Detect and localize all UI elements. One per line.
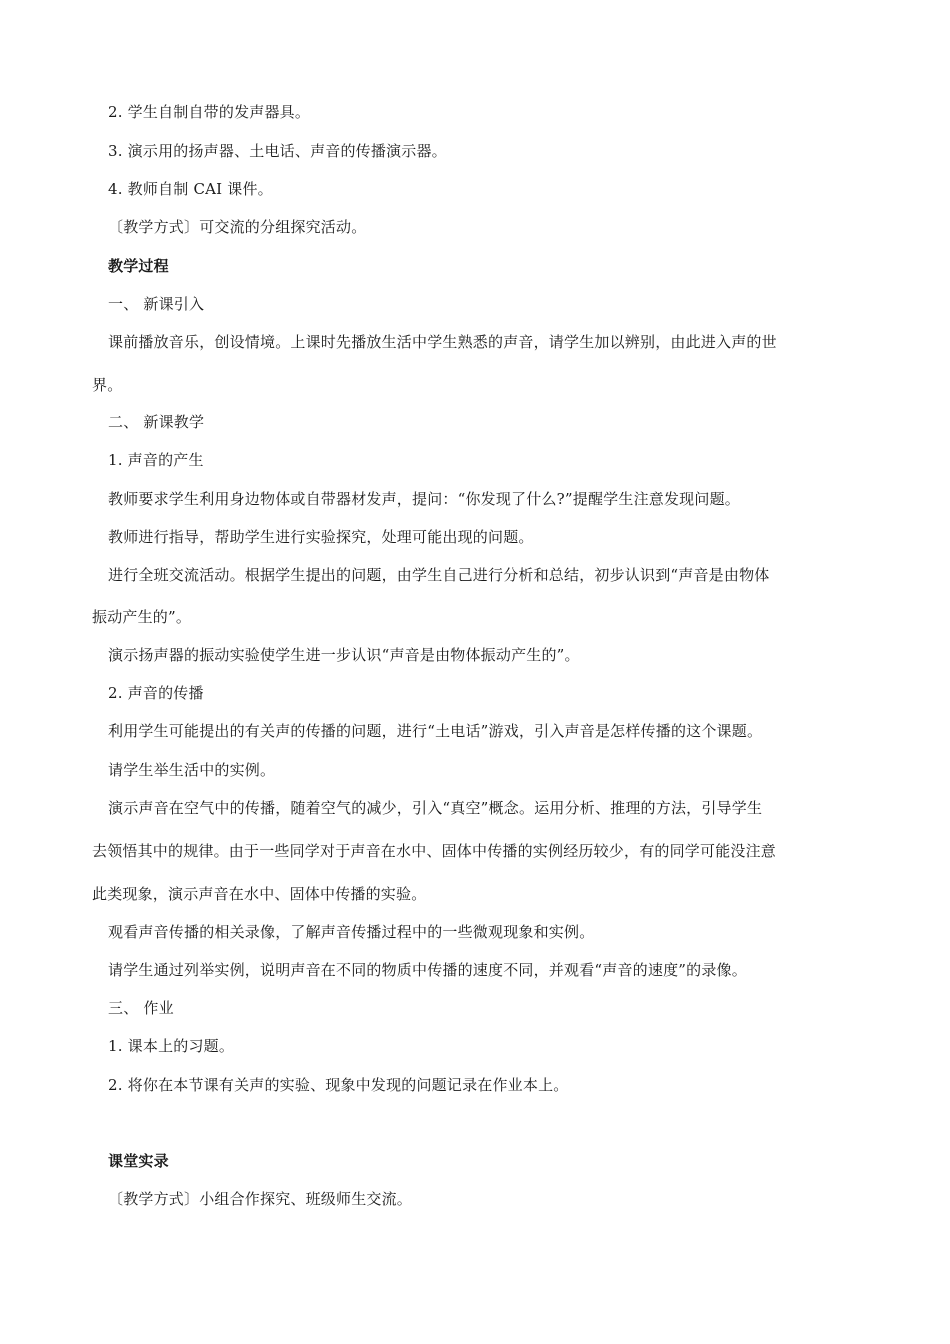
paragraph-line: 课前播放音乐，创设情境。上课时先播放生活中学生熟悉的声音，请学生加以辨别，由此进入声的世 <box>108 333 777 351</box>
subheading-introduction: 一、 新课引入 <box>108 295 205 313</box>
paragraph-line: 观看声音传播的相关录像，了解声音传播过程中的一些微观现象和实例。 <box>108 923 595 941</box>
homework-item-1: 1. 课本上的习题。 <box>108 1037 235 1055</box>
paragraph-line: 振动产生的”。 <box>92 608 192 626</box>
classroom-teaching-method: 〔教学方式〕小组合作探究、班级师生交流。 <box>108 1190 413 1208</box>
paragraph-line: 请学生举生活中的实例。 <box>108 761 276 779</box>
paragraph-line: 此类现象，演示声音在水中、固体中传播的实验。 <box>92 885 427 903</box>
paragraph-line: 演示扬声器的振动实验使学生进一步认识“声音是由物体振动产生的”。 <box>108 646 580 664</box>
material-item-4: 4. 教师自制 CAI 课件。 <box>108 180 273 198</box>
paragraph-line: 演示声音在空气中的传播，随着空气的减少，引入“真空”概念。运用分析、推理的方法，引导学生 <box>108 799 763 817</box>
paragraph-line: 去领悟其中的规律。由于一些同学对于声音在水中、固体中传播的实例经历较少，有的同学可能没注意 <box>92 842 777 860</box>
paragraph-line: 请学生通过列举实例，说明声音在不同的物质中传播的速度不同，并观看“声音的速度”的录像。 <box>108 961 747 979</box>
paragraph-line: 进行全班交流活动。根据学生提出的问题，由学生自己进行分析和总结，初步认识到“声音是由物体 <box>108 566 770 584</box>
section-heading-teaching-process: 教学过程 <box>108 257 169 275</box>
material-item-2: 2. 学生自制自带的发声器具。 <box>108 103 311 121</box>
subheading-sound-propagation: 2. 声音的传播 <box>108 684 204 702</box>
homework-item-2: 2. 将你在本节课有关声的实验、现象中发现的问题记录在作业本上。 <box>108 1076 569 1094</box>
subheading-new-lesson: 二、 新课教学 <box>108 413 205 431</box>
section-heading-classroom-record: 课堂实录 <box>108 1152 169 1170</box>
teaching-method: 〔教学方式〕可交流的分组探究活动。 <box>108 218 367 236</box>
paragraph-line: 界。 <box>92 376 123 394</box>
subheading-homework: 三、 作业 <box>108 999 174 1017</box>
paragraph-line: 教师进行指导，帮助学生进行实验探究，处理可能出现的问题。 <box>108 528 534 546</box>
paragraph-line: 教师要求学生利用身边物体或自带器材发声，提问：“你发现了什么?”提醒学生注意发现问题。 <box>108 490 740 508</box>
material-item-3: 3. 演示用的扬声器、土电话、声音的传播演示器。 <box>108 142 447 160</box>
paragraph-line: 利用学生可能提出的有关声的传播的问题，进行“土电话”游戏，引入声音是怎样传播的这个课题。 <box>108 722 763 740</box>
subheading-sound-production: 1. 声音的产生 <box>108 451 204 469</box>
